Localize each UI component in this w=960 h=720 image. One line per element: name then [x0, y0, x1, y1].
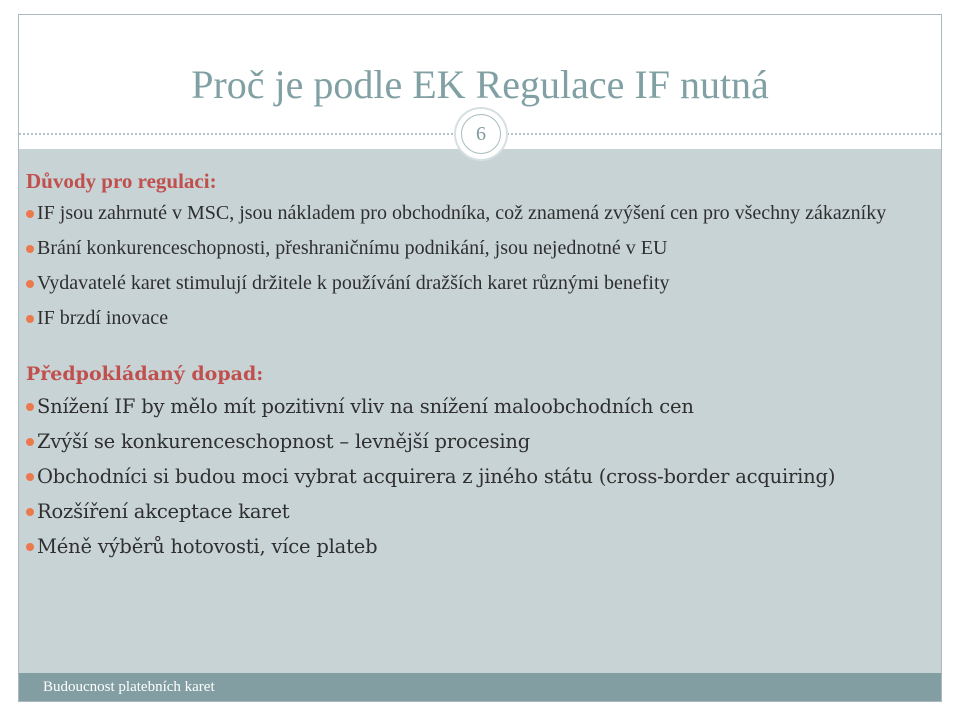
bullet-icon	[26, 280, 34, 288]
list-item	[26, 393, 906, 420]
list-item-text: Brání konkurenceschopnosti, přeshraničnímu podnikání, jsou nejednotné v EU	[37, 237, 668, 259]
bullet-icon	[26, 508, 34, 516]
section-heading-impact: Předpokládaný dopad:	[26, 363, 264, 385]
bullet-icon	[26, 543, 34, 551]
footer-bar	[19, 673, 941, 701]
section-heading-reasons: Důvody pro regulaci:	[26, 169, 217, 193]
list-item-text: Zvýší se konkurenceschopnost – levnější procesing	[37, 430, 531, 453]
list-item	[26, 235, 906, 261]
list-item-text: IF jsou zahrnuté v MSC, jsou nákladem pro obchodníka, což znamená zvýšení cen pro všechny zákazníky	[37, 202, 887, 224]
list-item	[26, 498, 906, 525]
bullet-icon	[26, 473, 34, 481]
list-item-text: Méně výběrů hotovosti, více plateb	[37, 535, 378, 558]
impact-list	[26, 393, 906, 560]
bullet-icon	[26, 403, 34, 411]
slide-title: Proč je podle EK Regulace IF nutná	[191, 62, 769, 107]
list-item-text: Snížení IF by mělo mít pozitivní vliv na snížení maloobchodních cen	[37, 395, 694, 418]
bullet-icon	[26, 438, 34, 446]
section-gap	[26, 331, 906, 361]
bullet-icon	[26, 315, 34, 323]
list-item	[26, 463, 906, 490]
list-item-text: Obchodníci si budou moci vybrat acquirera z jiného státu (cross-border acquiring)	[37, 465, 836, 488]
list-item	[26, 270, 906, 296]
page-number-badge	[456, 109, 506, 159]
list-item-text: Rozšíření akceptace karet	[37, 500, 290, 523]
list-item	[26, 305, 906, 331]
bullet-icon	[26, 245, 34, 253]
list-item-text: IF brzdí inovace	[37, 307, 169, 329]
list-item	[26, 200, 906, 226]
list-item	[26, 428, 906, 455]
reasons-list	[26, 200, 906, 331]
list-item	[26, 533, 906, 560]
footer-text: Budoucnost platebních karet	[43, 679, 215, 695]
slide-body	[26, 168, 906, 560]
page-number: 6	[461, 114, 501, 154]
list-item-text: Vydavatelé karet stimulují držitele k používání dražších karet různými benefity	[37, 272, 670, 294]
bullet-icon	[26, 210, 34, 218]
